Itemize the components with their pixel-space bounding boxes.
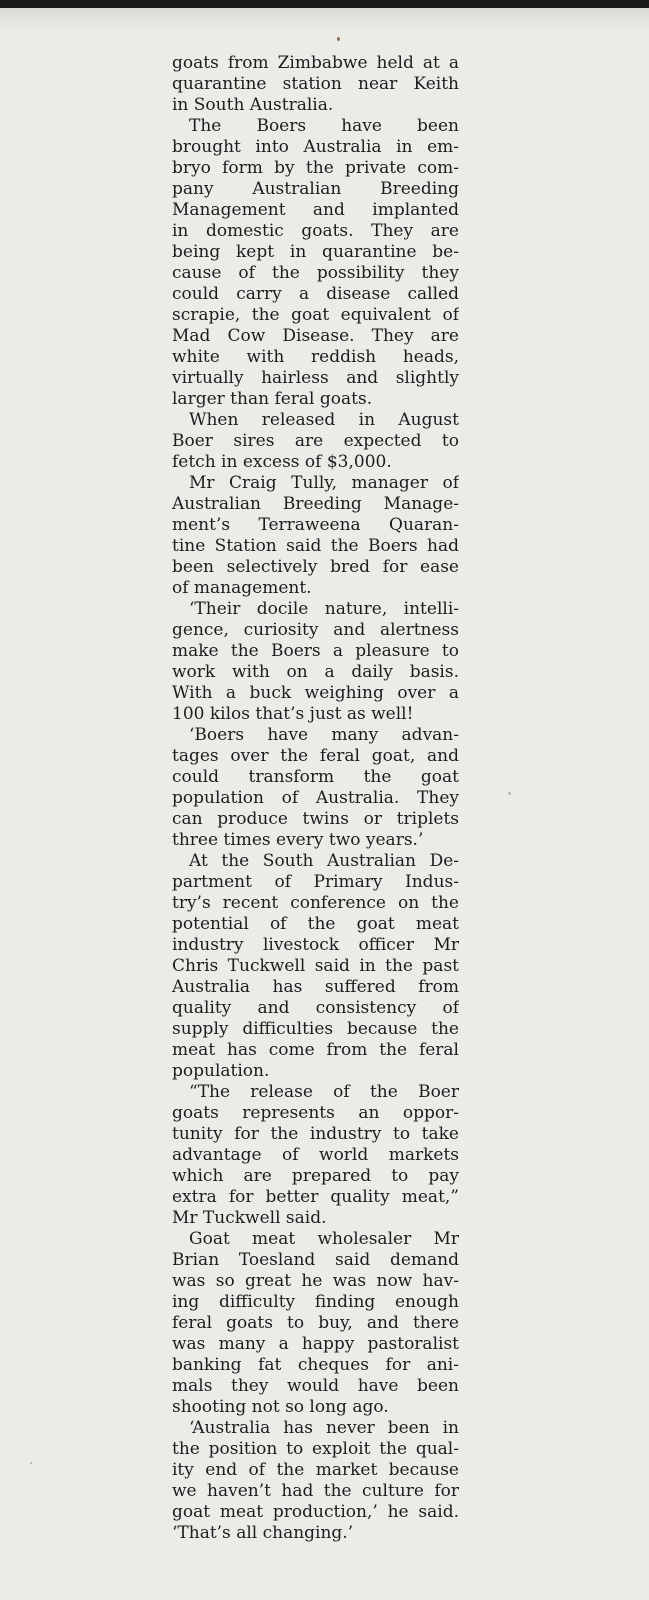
article-line: feral goats to buy, and there (172, 1313, 459, 1333)
article-line: in South Australia. (172, 95, 334, 115)
article-line: The Boers have been (189, 116, 459, 136)
article-line: ‘Their docile nature, intelli- (189, 599, 459, 619)
article-line: “The release of the Boer (189, 1082, 459, 1102)
page-shadow (0, 8, 649, 30)
scanner-edge (0, 0, 649, 8)
article-line: quarantine station near Keith (172, 74, 459, 94)
article-paragraph (155, 473, 459, 599)
article-line: Australian Breeding Manage- (172, 494, 459, 514)
article-line: virtually hairless and slightly (172, 368, 459, 388)
article-line: goats from Zimbabwe held at a (172, 53, 459, 73)
article-line: meat has come from the feral (172, 1040, 459, 1060)
article-line: pany Australian Breeding (172, 179, 459, 199)
article-line: banking fat cheques for ani- (172, 1355, 459, 1375)
article-line: ing difficulty finding enough (172, 1292, 459, 1312)
article-line: the position to exploit the qual- (172, 1439, 459, 1459)
article-line: shooting not so long ago. (172, 1397, 389, 1417)
article-line: At the South Australian De- (189, 851, 459, 871)
paper-speck (337, 37, 340, 41)
article-column (155, 53, 459, 1565)
article-paragraph (155, 1082, 459, 1229)
article-line: goat meat production,’ he said. (172, 1502, 459, 1522)
article-line: tine Station said the Boers had (172, 536, 459, 556)
article-line: cause of the possibility they (172, 263, 459, 283)
article-line: supply difficulties because the (172, 1019, 459, 1039)
article-line: mals they would have been (172, 1376, 459, 1396)
article-line: Mad Cow Disease. They are (172, 326, 459, 346)
article-paragraph (155, 53, 459, 116)
article-line: was so great he was now hav- (172, 1271, 459, 1291)
article-line: quality and consistency of (172, 998, 459, 1018)
article-line: 100 kilos that’s just as well! (172, 704, 414, 724)
article-line: larger than feral goats. (172, 389, 373, 409)
article-line: white with reddish heads, (172, 347, 459, 367)
article-line: was many a happy pastoralist (172, 1334, 459, 1354)
article-paragraph (155, 851, 459, 1082)
article-line: Chris Tuckwell said in the past (172, 956, 459, 976)
article-line: population of Australia. They (172, 788, 459, 808)
article-paragraph (155, 599, 459, 725)
article-line: partment of Primary Indus- (172, 872, 459, 892)
article-line: we haven’t had the culture for (172, 1481, 459, 1501)
article-line: With a buck weighing over a (172, 683, 459, 703)
article-line: try’s recent conference on the (172, 893, 459, 913)
article-paragraph (155, 1229, 459, 1418)
article-line: Management and implanted (172, 200, 459, 220)
article-paragraph (155, 725, 459, 851)
article-line: advantage of world markets (172, 1145, 459, 1165)
paper-speck (30, 1462, 32, 1464)
article-line: could transform the goat (172, 767, 459, 787)
article-line: ‘That’s all changing.’ (172, 1523, 354, 1543)
article-line: Goat meat wholesaler Mr (189, 1229, 459, 1249)
article-line: work with on a daily basis. (172, 662, 459, 682)
article-line: goats represents an oppor- (172, 1103, 459, 1123)
article-line: ity end of the market because (172, 1460, 459, 1480)
article-paragraph (155, 1418, 459, 1544)
article-line: bryo form by the private com- (172, 158, 459, 178)
article-paragraph (155, 410, 459, 473)
article-line: Brian Toesland said demand (172, 1250, 459, 1270)
article-line: When released in August (189, 410, 459, 430)
article-line: ment’s Terraweena Quaran- (172, 515, 459, 535)
article-line: gence, curiosity and alertness (172, 620, 459, 640)
article-line: could carry a disease called (172, 284, 459, 304)
article-line: Mr Craig Tully, manager of (189, 473, 459, 493)
article-line: of management. (172, 578, 312, 598)
article-line: industry livestock officer Mr (172, 935, 459, 955)
article-line: in domestic goats. They are (172, 221, 459, 241)
article-line: potential of the goat meat (172, 914, 459, 934)
article-line: Australia has suffered from (172, 977, 459, 997)
article-line: Boer sires are expected to (172, 431, 459, 451)
article-line: can produce twins or triplets (172, 809, 459, 829)
article-line: been selectively bred for ease (172, 557, 459, 577)
article-line: fetch in excess of $3,000. (172, 452, 392, 472)
article-line: population. (172, 1061, 270, 1081)
article-line: make the Boers a pleasure to (172, 641, 459, 661)
article-line: ‘Boers have many advan- (189, 725, 459, 745)
article-line: three times every two years.’ (172, 830, 424, 850)
paper-speck (508, 792, 511, 795)
article-line: extra for better quality meat,” (172, 1187, 459, 1207)
article-line: being kept in quarantine be- (172, 242, 459, 262)
article-line: tunity for the industry to take (172, 1124, 459, 1144)
article-paragraph (155, 116, 459, 410)
article-line: ‘Australia has never been in (189, 1418, 459, 1438)
article-line: brought into Australia in em- (172, 137, 459, 157)
article-line: Mr Tuckwell said. (172, 1208, 327, 1228)
article-line: which are prepared to pay (172, 1166, 459, 1186)
article-line: scrapie, the goat equivalent of (172, 305, 459, 325)
article-line: tages over the feral goat, and (172, 746, 459, 766)
